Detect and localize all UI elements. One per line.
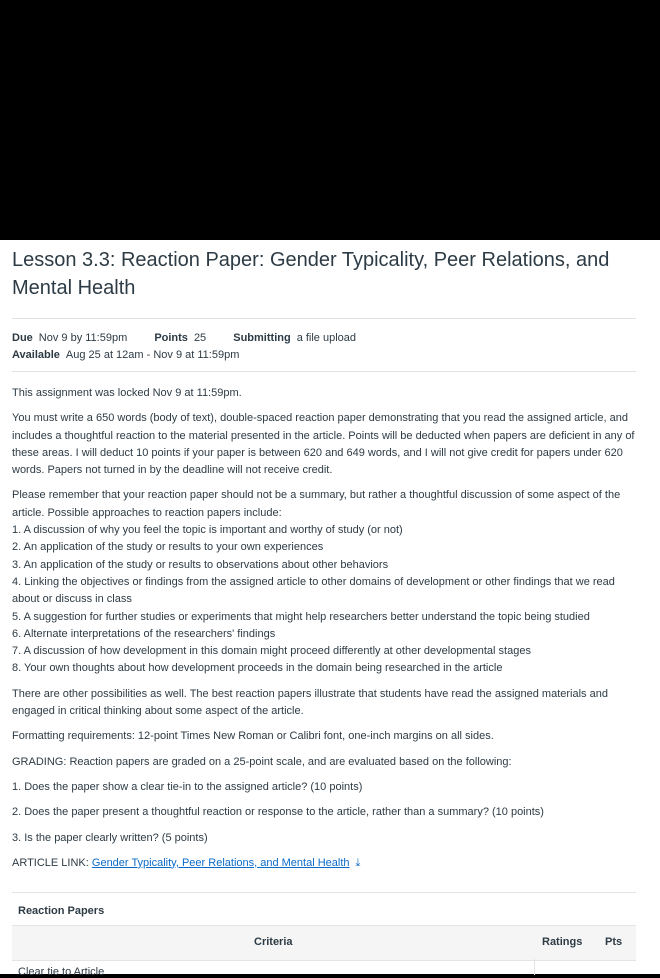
formatting-requirements: Formatting requirements: 12-point Times New Roman or Calibri font, one-inch margins on all sides. (12, 730, 494, 743)
approaches-intro: Please remember that your reaction paper should not be a summary, but rather a thoughtful discussion of some aspect of the article. Possible approaches to reaction papers include: (12, 489, 621, 519)
assignment-page (0, 240, 660, 978)
approach-item: 4. Linking the objectives or findings from the assigned article to other domains of development or other findings that we read about or discuss in class (12, 575, 615, 606)
download-icon[interactable]: ⤓ (355, 856, 361, 869)
rubric-column-divider (534, 959, 535, 975)
grading-intro: GRADING: Reaction papers are graded on a 25-point scale, and are evaluated based on the following: (12, 755, 512, 768)
grading-item: 3. Is the paper clearly written? (5 points) (12, 831, 208, 844)
approach-item: 1. A discussion of why you feel the topic is important and worthy of study (or not) (12, 524, 403, 537)
article-link[interactable]: Gender Typicality, Peer Relations, and Mental Health (91, 856, 350, 869)
rubric-header-criteria: Criteria (254, 936, 293, 948)
points-label: Points (154, 332, 188, 344)
title-divider (12, 318, 636, 319)
grading-item: 2. Does the paper present a thoughtful reaction or response to the article, rather than a summary? (10 points) (12, 806, 544, 819)
approach-item: 2. An application of the study or results to your own experiences (12, 541, 324, 554)
assignment-title: Lesson 3.3: Reaction Paper: Gender Typicality, Peer Relations, and Mental Health (12, 249, 610, 299)
approach-item: 7. A discussion of how development in this domain might proceed differently at other developmental stages (12, 645, 531, 658)
rubric-title: Reaction Papers (18, 905, 105, 917)
rubric-header-pts: Pts (605, 936, 623, 948)
rubric-criterion-row: Clear tie to Article (18, 966, 105, 978)
assignment-description (12, 385, 638, 880)
rubric-header-ratings: Ratings (542, 936, 583, 948)
meta-divider (12, 371, 636, 372)
requirements-paragraph: You must write a 650 words (body of text), double-spaced reaction paper demonstrating that you read the assigned article, and includes a thoughtful reaction to the material presented in the article. Points will be deducted when papers are deficient in any of these areas. I will deduct 10 points if your paper is between 620 and 649 words, and I will not give credit for papers under 620 words. Papers not turned in by the deadline will not receive credit. (12, 412, 635, 477)
approaches-block (12, 487, 638, 677)
approach-item: 8. Your own thoughts about how development proceeds in the domain being researched in the article (12, 662, 503, 675)
meta-row-2 (12, 347, 648, 364)
approach-item: 6. Alternate interpretations of the researchers' findings (12, 627, 276, 640)
dark-top-area (0, 0, 660, 240)
due-value: Nov 9 by 11:59pm (38, 332, 128, 344)
article-link-line (12, 855, 638, 872)
possibilities-paragraph: There are other possibilities as well. The best reaction papers illustrate that students have read the assigned materials and engaged in critical thinking about some aspect of the article. (12, 687, 608, 718)
points-value: 25 (193, 332, 207, 344)
rubric-table (12, 892, 636, 978)
rubric-header-row (12, 925, 636, 961)
available-label: Available (12, 349, 60, 361)
assignment-meta (12, 330, 648, 364)
meta-row-1 (12, 330, 648, 347)
approach-item: 5. A suggestion for further studies or experiments that might help researchers better understand the topic being studied (12, 610, 590, 623)
available-value: Aug 25 at 12am - Nov 9 at 11:59pm (65, 349, 240, 361)
submitting-label: Submitting (233, 332, 291, 344)
due-label: Due (12, 332, 33, 344)
submitting-value: a file upload (296, 332, 357, 344)
article-link-label: ARTICLE LINK: (12, 856, 89, 869)
grading-item: 1. Does the paper show a clear tie-in to the assigned article? (10 points) (12, 780, 363, 793)
approach-item: 3. An application of the study or results to observations about other behaviors (12, 558, 389, 571)
locked-notice: This assignment was locked Nov 9 at 11:59pm. (12, 387, 242, 399)
